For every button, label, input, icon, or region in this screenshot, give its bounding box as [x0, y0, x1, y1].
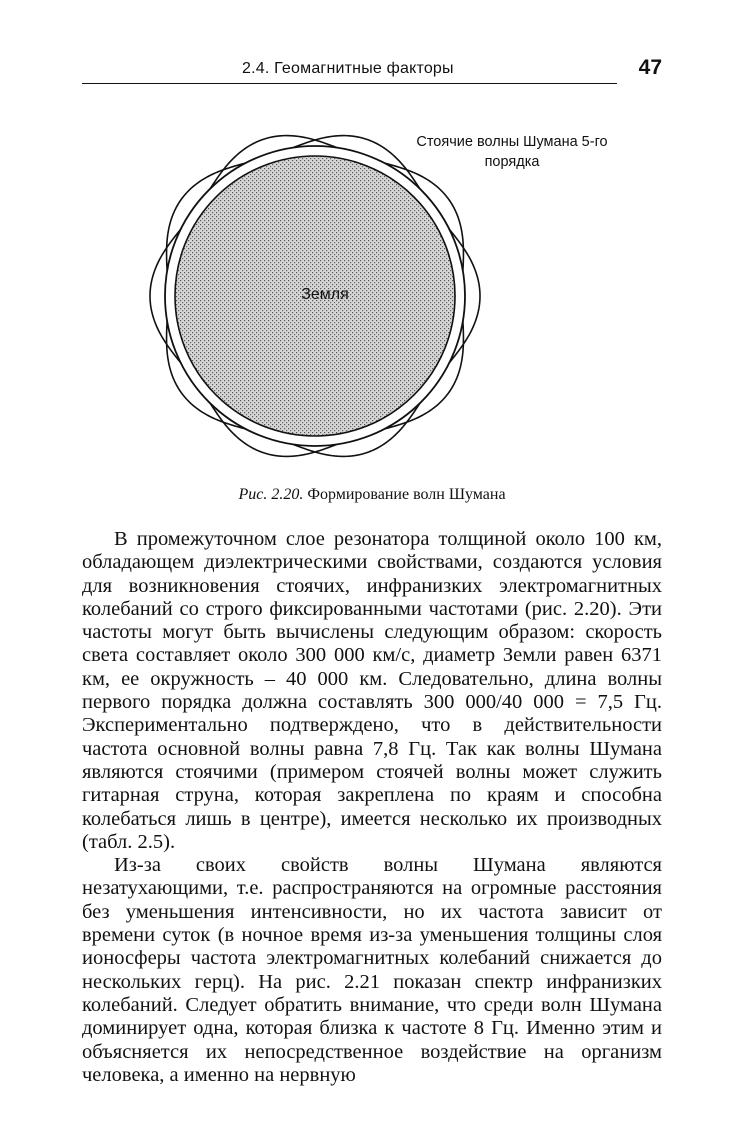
earth-label: Земля: [301, 286, 349, 303]
caption-figure-ref: Рис. 2.20.: [238, 486, 304, 503]
running-title: 2.4. Геомагнитные факторы: [242, 60, 454, 77]
page-header: [82, 58, 662, 84]
figure-caption: [82, 486, 662, 504]
header-rule: [82, 83, 617, 84]
paragraph: Из-за своих свойств волны Шумана являются незатухающими, т.е. распространяются на огромные расстояния без уменьшения интенсивности, но их частота зависит от времени суток (в ночное время из-за уменьшения толщины слоя ионосферы частота электромагнитных колебаний снижается до нескольких герц). На рис. 2.21 показан спектр инфранизких колебаний. Следует обратить внимание, что среди волн Шумана доминирует одна, которая близка к частоте 8 Гц. Именно этим и объясняется их непосредственное воздействие на организм человека, а именно на нервную: [82, 854, 662, 1086]
body-text: [82, 528, 662, 1087]
paragraph: В промежуточном слое резонатора толщиной около 100 км, обладающем диэлектрическими свойствами, создаются условия для возникновения стоячих, инфранизких электромагнитных колебаний со строго фиксированными частотами (рис. 2.20). Эти частоты могут быть вычислены следующим образом: скорость света составляет около 300 000 км/с, диаметр Земли равен 6371 км, ее окружность – 40 000 км. Следовательно, длина волны первого порядка должна составлять 300 000/40 000 = 7,5 Гц. Экспериментально подтверждено, что в действительности частота основной волны равна 7,8 Гц. Так как волны Шумана являются стоячими (примером стоячей волны может служить гитарная струна, которая закреплена по краям и способна колебаться лишь в центре), имеется несколько их производных (табл. 2.5).: [82, 528, 662, 853]
standing-waves-label: Стоячие волны Шумана 5-го порядка: [416, 134, 608, 170]
page-number: 47: [638, 56, 662, 79]
caption-text: Формирование волн Шумана: [303, 486, 506, 503]
figure-schumann-waves: [140, 112, 610, 472]
